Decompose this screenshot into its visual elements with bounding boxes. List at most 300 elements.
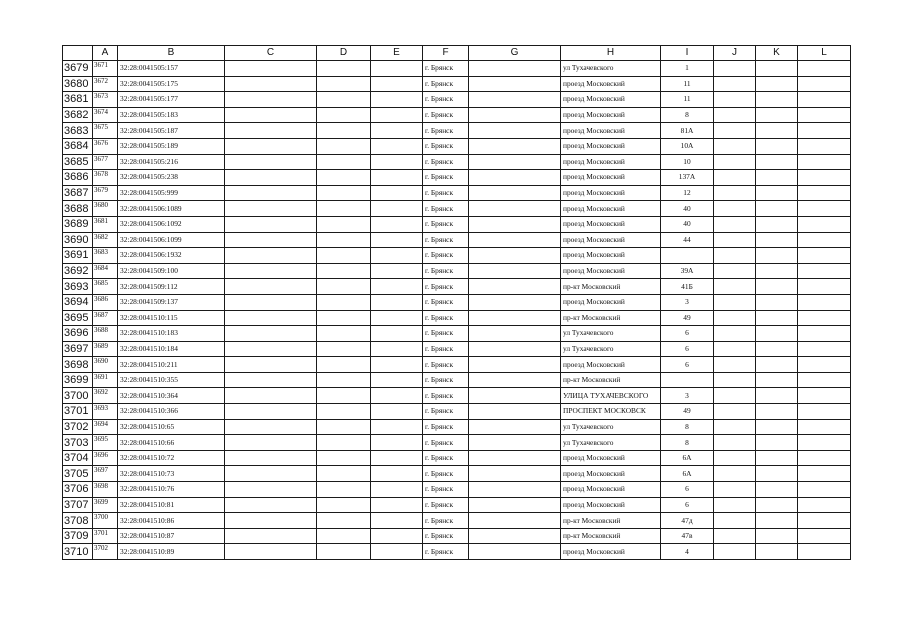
cell-j[interactable] bbox=[714, 92, 756, 108]
cell-d[interactable] bbox=[317, 170, 371, 186]
cell-d[interactable] bbox=[317, 544, 371, 560]
cell-b[interactable]: 32:28:0041509:112 bbox=[118, 279, 225, 295]
cell-c[interactable] bbox=[225, 388, 317, 404]
row-number[interactable]: 3696 bbox=[63, 326, 93, 342]
cell-g[interactable] bbox=[469, 185, 561, 201]
column-header-c[interactable]: C bbox=[225, 46, 317, 61]
cell-c[interactable] bbox=[225, 544, 317, 560]
cell-i[interactable]: 137А bbox=[661, 170, 714, 186]
cell-f[interactable]: г. Брянск bbox=[423, 294, 469, 310]
cell-f[interactable]: г. Брянск bbox=[423, 185, 469, 201]
cell-j[interactable] bbox=[714, 123, 756, 139]
row-number[interactable]: 3693 bbox=[63, 279, 93, 295]
cell-b[interactable]: 32:28:0041509:137 bbox=[118, 294, 225, 310]
cell-h[interactable]: проезд Московский bbox=[561, 154, 661, 170]
cell-c[interactable] bbox=[225, 216, 317, 232]
cell-i[interactable]: 6 bbox=[661, 326, 714, 342]
cell-h[interactable]: проезд Московский bbox=[561, 466, 661, 482]
cell-c[interactable] bbox=[225, 76, 317, 92]
cell-l[interactable] bbox=[798, 201, 851, 217]
cell-d[interactable] bbox=[317, 92, 371, 108]
cell-l[interactable] bbox=[798, 61, 851, 77]
cell-k[interactable] bbox=[756, 513, 798, 529]
cell-b[interactable]: 32:28:0041510:355 bbox=[118, 372, 225, 388]
cell-g[interactable] bbox=[469, 513, 561, 529]
cell-j[interactable] bbox=[714, 279, 756, 295]
cell-i[interactable]: 3 bbox=[661, 294, 714, 310]
cell-f[interactable]: г. Брянск bbox=[423, 263, 469, 279]
cell-i[interactable]: 81А bbox=[661, 123, 714, 139]
cell-j[interactable] bbox=[714, 185, 756, 201]
cell-f[interactable]: г. Брянск bbox=[423, 513, 469, 529]
cell-l[interactable] bbox=[798, 107, 851, 123]
row-number[interactable]: 3688 bbox=[63, 201, 93, 217]
cell-a[interactable]: 3696 bbox=[93, 450, 118, 466]
cell-e[interactable] bbox=[371, 435, 423, 451]
column-header-l[interactable]: L bbox=[798, 46, 851, 61]
cell-j[interactable] bbox=[714, 170, 756, 186]
cell-l[interactable] bbox=[798, 528, 851, 544]
cell-f[interactable]: г. Брянск bbox=[423, 107, 469, 123]
column-header-j[interactable]: J bbox=[714, 46, 756, 61]
cell-h[interactable]: проезд Московский bbox=[561, 185, 661, 201]
cell-e[interactable] bbox=[371, 497, 423, 513]
cell-d[interactable] bbox=[317, 154, 371, 170]
cell-d[interactable] bbox=[317, 76, 371, 92]
cell-g[interactable] bbox=[469, 263, 561, 279]
cell-d[interactable] bbox=[317, 326, 371, 342]
cell-c[interactable] bbox=[225, 341, 317, 357]
cell-j[interactable] bbox=[714, 248, 756, 264]
cell-b[interactable]: 32:28:0041510:86 bbox=[118, 513, 225, 529]
cell-d[interactable] bbox=[317, 497, 371, 513]
cell-e[interactable] bbox=[371, 357, 423, 373]
cell-e[interactable] bbox=[371, 450, 423, 466]
cell-h[interactable]: УЛИЦА ТУХАЧЕВСКОГО bbox=[561, 388, 661, 404]
cell-e[interactable] bbox=[371, 185, 423, 201]
cell-j[interactable] bbox=[714, 372, 756, 388]
cell-l[interactable] bbox=[798, 544, 851, 560]
cell-h[interactable]: пр-кт Московский bbox=[561, 513, 661, 529]
cell-l[interactable] bbox=[798, 248, 851, 264]
cell-b[interactable]: 32:28:0041510:81 bbox=[118, 497, 225, 513]
cell-i[interactable]: 11 bbox=[661, 76, 714, 92]
cell-h[interactable]: проезд Московский bbox=[561, 248, 661, 264]
cell-j[interactable] bbox=[714, 388, 756, 404]
cell-l[interactable] bbox=[798, 232, 851, 248]
cell-j[interactable] bbox=[714, 61, 756, 77]
cell-f[interactable]: г. Брянск bbox=[423, 248, 469, 264]
cell-g[interactable] bbox=[469, 107, 561, 123]
cell-g[interactable] bbox=[469, 482, 561, 498]
cell-k[interactable] bbox=[756, 528, 798, 544]
cell-k[interactable] bbox=[756, 154, 798, 170]
cell-l[interactable] bbox=[798, 138, 851, 154]
cell-g[interactable] bbox=[469, 466, 561, 482]
cell-i[interactable]: 12 bbox=[661, 185, 714, 201]
column-header-d[interactable]: D bbox=[317, 46, 371, 61]
cell-i[interactable]: 40 bbox=[661, 201, 714, 217]
cell-k[interactable] bbox=[756, 450, 798, 466]
cell-e[interactable] bbox=[371, 170, 423, 186]
cell-a[interactable]: 3690 bbox=[93, 357, 118, 373]
cell-c[interactable] bbox=[225, 170, 317, 186]
cell-h[interactable]: проезд Московский bbox=[561, 450, 661, 466]
row-number[interactable]: 3701 bbox=[63, 404, 93, 420]
cell-g[interactable] bbox=[469, 497, 561, 513]
cell-b[interactable]: 32:28:0041510:89 bbox=[118, 544, 225, 560]
cell-j[interactable] bbox=[714, 466, 756, 482]
cell-k[interactable] bbox=[756, 372, 798, 388]
cell-h[interactable]: проезд Московский bbox=[561, 107, 661, 123]
cell-a[interactable]: 3693 bbox=[93, 404, 118, 420]
cell-a[interactable]: 3673 bbox=[93, 92, 118, 108]
cell-h[interactable]: проезд Московский bbox=[561, 544, 661, 560]
row-number[interactable]: 3695 bbox=[63, 310, 93, 326]
column-header-e[interactable]: E bbox=[371, 46, 423, 61]
cell-j[interactable] bbox=[714, 154, 756, 170]
cell-b[interactable]: 32:28:0041510:72 bbox=[118, 450, 225, 466]
cell-i[interactable]: 47в bbox=[661, 528, 714, 544]
cell-d[interactable] bbox=[317, 123, 371, 139]
row-number[interactable]: 3691 bbox=[63, 248, 93, 264]
cell-f[interactable]: г. Брянск bbox=[423, 154, 469, 170]
cell-c[interactable] bbox=[225, 248, 317, 264]
cell-k[interactable] bbox=[756, 92, 798, 108]
cell-d[interactable] bbox=[317, 513, 371, 529]
cell-f[interactable]: г. Брянск bbox=[423, 435, 469, 451]
cell-h[interactable]: проезд Московский bbox=[561, 76, 661, 92]
cell-i[interactable]: 40 bbox=[661, 216, 714, 232]
cell-b[interactable]: 32:28:0041506:1092 bbox=[118, 216, 225, 232]
row-number[interactable]: 3707 bbox=[63, 497, 93, 513]
cell-h[interactable]: пр-кт Московский bbox=[561, 279, 661, 295]
cell-f[interactable]: г. Брянск bbox=[423, 404, 469, 420]
cell-i[interactable]: 8 bbox=[661, 107, 714, 123]
cell-a[interactable]: 3675 bbox=[93, 123, 118, 139]
cell-h[interactable]: проезд Московский bbox=[561, 123, 661, 139]
cell-b[interactable]: 32:28:0041509:100 bbox=[118, 263, 225, 279]
row-number[interactable]: 3679 bbox=[63, 61, 93, 77]
cell-j[interactable] bbox=[714, 513, 756, 529]
cell-d[interactable] bbox=[317, 279, 371, 295]
cell-l[interactable] bbox=[798, 326, 851, 342]
cell-l[interactable] bbox=[798, 466, 851, 482]
cell-k[interactable] bbox=[756, 357, 798, 373]
cell-b[interactable]: 32:28:0041505:216 bbox=[118, 154, 225, 170]
cell-f[interactable]: г. Брянск bbox=[423, 482, 469, 498]
cell-l[interactable] bbox=[798, 310, 851, 326]
cell-e[interactable] bbox=[371, 279, 423, 295]
cell-j[interactable] bbox=[714, 435, 756, 451]
cell-a[interactable]: 3691 bbox=[93, 372, 118, 388]
cell-l[interactable] bbox=[798, 341, 851, 357]
cell-g[interactable] bbox=[469, 294, 561, 310]
cell-f[interactable]: г. Брянск bbox=[423, 544, 469, 560]
cell-i[interactable]: 6 bbox=[661, 482, 714, 498]
cell-d[interactable] bbox=[317, 310, 371, 326]
cell-j[interactable] bbox=[714, 138, 756, 154]
row-number[interactable]: 3709 bbox=[63, 528, 93, 544]
cell-a[interactable]: 3676 bbox=[93, 138, 118, 154]
cell-d[interactable] bbox=[317, 294, 371, 310]
cell-e[interactable] bbox=[371, 341, 423, 357]
cell-g[interactable] bbox=[469, 170, 561, 186]
cell-c[interactable] bbox=[225, 154, 317, 170]
cell-b[interactable]: 32:28:0041505:187 bbox=[118, 123, 225, 139]
cell-k[interactable] bbox=[756, 123, 798, 139]
cell-i[interactable]: 3 bbox=[661, 388, 714, 404]
cell-c[interactable] bbox=[225, 450, 317, 466]
cell-k[interactable] bbox=[756, 107, 798, 123]
cell-l[interactable] bbox=[798, 76, 851, 92]
cell-a[interactable]: 3697 bbox=[93, 466, 118, 482]
cell-k[interactable] bbox=[756, 497, 798, 513]
cell-b[interactable]: 32:28:0041505:238 bbox=[118, 170, 225, 186]
cell-d[interactable] bbox=[317, 138, 371, 154]
cell-g[interactable] bbox=[469, 248, 561, 264]
cell-c[interactable] bbox=[225, 232, 317, 248]
column-header-h[interactable]: H bbox=[561, 46, 661, 61]
cell-f[interactable]: г. Брянск bbox=[423, 372, 469, 388]
cell-j[interactable] bbox=[714, 404, 756, 420]
cell-k[interactable] bbox=[756, 388, 798, 404]
cell-k[interactable] bbox=[756, 279, 798, 295]
cell-i[interactable]: 47д bbox=[661, 513, 714, 529]
cell-e[interactable] bbox=[371, 76, 423, 92]
cell-h[interactable]: проезд Московский bbox=[561, 232, 661, 248]
cell-f[interactable]: г. Брянск bbox=[423, 528, 469, 544]
cell-a[interactable]: 3686 bbox=[93, 294, 118, 310]
cell-a[interactable]: 3699 bbox=[93, 497, 118, 513]
cell-b[interactable]: 32:28:0041506:1932 bbox=[118, 248, 225, 264]
cell-g[interactable] bbox=[469, 388, 561, 404]
cell-f[interactable]: г. Брянск bbox=[423, 497, 469, 513]
cell-i[interactable]: 44 bbox=[661, 232, 714, 248]
cell-b[interactable]: 32:28:0041510:115 bbox=[118, 310, 225, 326]
cell-c[interactable] bbox=[225, 185, 317, 201]
row-number[interactable]: 3685 bbox=[63, 154, 93, 170]
cell-k[interactable] bbox=[756, 466, 798, 482]
cell-c[interactable] bbox=[225, 138, 317, 154]
cell-c[interactable] bbox=[225, 279, 317, 295]
cell-a[interactable]: 3674 bbox=[93, 107, 118, 123]
cell-d[interactable] bbox=[317, 372, 371, 388]
cell-f[interactable]: г. Брянск bbox=[423, 92, 469, 108]
cell-d[interactable] bbox=[317, 232, 371, 248]
cell-l[interactable] bbox=[798, 372, 851, 388]
cell-b[interactable]: 32:28:0041510:364 bbox=[118, 388, 225, 404]
column-header-f[interactable]: F bbox=[423, 46, 469, 61]
cell-b[interactable]: 32:28:0041505:183 bbox=[118, 107, 225, 123]
cell-j[interactable] bbox=[714, 450, 756, 466]
cell-l[interactable] bbox=[798, 450, 851, 466]
cell-c[interactable] bbox=[225, 123, 317, 139]
cell-g[interactable] bbox=[469, 357, 561, 373]
cell-j[interactable] bbox=[714, 341, 756, 357]
cell-b[interactable]: 32:28:0041510:211 bbox=[118, 357, 225, 373]
cell-d[interactable] bbox=[317, 528, 371, 544]
cell-h[interactable]: ул Тухачевского bbox=[561, 341, 661, 357]
cell-d[interactable] bbox=[317, 107, 371, 123]
cell-j[interactable] bbox=[714, 482, 756, 498]
cell-k[interactable] bbox=[756, 76, 798, 92]
cell-e[interactable] bbox=[371, 201, 423, 217]
cell-e[interactable] bbox=[371, 388, 423, 404]
cell-b[interactable]: 32:28:0041510:76 bbox=[118, 482, 225, 498]
cell-f[interactable]: г. Брянск bbox=[423, 341, 469, 357]
cell-k[interactable] bbox=[756, 138, 798, 154]
cell-h[interactable]: проезд Московский bbox=[561, 138, 661, 154]
cell-f[interactable]: г. Брянск bbox=[423, 216, 469, 232]
cell-i[interactable] bbox=[661, 372, 714, 388]
cell-e[interactable] bbox=[371, 544, 423, 560]
cell-i[interactable]: 8 bbox=[661, 435, 714, 451]
cell-l[interactable] bbox=[798, 419, 851, 435]
cell-c[interactable] bbox=[225, 201, 317, 217]
row-number[interactable]: 3700 bbox=[63, 388, 93, 404]
cell-f[interactable]: г. Брянск bbox=[423, 138, 469, 154]
row-number[interactable]: 3698 bbox=[63, 357, 93, 373]
cell-e[interactable] bbox=[371, 107, 423, 123]
cell-l[interactable] bbox=[798, 357, 851, 373]
cell-c[interactable] bbox=[225, 294, 317, 310]
row-number[interactable]: 3708 bbox=[63, 513, 93, 529]
cell-h[interactable]: проезд Московский bbox=[561, 216, 661, 232]
cell-h[interactable]: ул Тухачевского bbox=[561, 435, 661, 451]
cell-a[interactable]: 3682 bbox=[93, 232, 118, 248]
cell-e[interactable] bbox=[371, 294, 423, 310]
cell-g[interactable] bbox=[469, 232, 561, 248]
cell-d[interactable] bbox=[317, 435, 371, 451]
cell-h[interactable]: пр-кт Московский bbox=[561, 310, 661, 326]
cell-g[interactable] bbox=[469, 154, 561, 170]
cell-g[interactable] bbox=[469, 341, 561, 357]
cell-c[interactable] bbox=[225, 528, 317, 544]
cell-i[interactable]: 4 bbox=[661, 544, 714, 560]
cell-h[interactable]: ул Тухачевского bbox=[561, 326, 661, 342]
cell-d[interactable] bbox=[317, 419, 371, 435]
cell-k[interactable] bbox=[756, 419, 798, 435]
row-number[interactable]: 3699 bbox=[63, 372, 93, 388]
cell-a[interactable]: 3700 bbox=[93, 513, 118, 529]
cell-g[interactable] bbox=[469, 138, 561, 154]
cell-h[interactable]: проезд Московский bbox=[561, 294, 661, 310]
cell-e[interactable] bbox=[371, 419, 423, 435]
cell-c[interactable] bbox=[225, 92, 317, 108]
cell-j[interactable] bbox=[714, 326, 756, 342]
cell-k[interactable] bbox=[756, 263, 798, 279]
cell-a[interactable]: 3683 bbox=[93, 248, 118, 264]
cell-b[interactable]: 32:28:0041510:65 bbox=[118, 419, 225, 435]
cell-a[interactable]: 3695 bbox=[93, 435, 118, 451]
cell-k[interactable] bbox=[756, 341, 798, 357]
cell-f[interactable]: г. Брянск bbox=[423, 357, 469, 373]
row-number[interactable]: 3682 bbox=[63, 107, 93, 123]
cell-e[interactable] bbox=[371, 263, 423, 279]
cell-h[interactable]: пр-кт Московский bbox=[561, 372, 661, 388]
cell-c[interactable] bbox=[225, 435, 317, 451]
row-number[interactable]: 3687 bbox=[63, 185, 93, 201]
cell-g[interactable] bbox=[469, 201, 561, 217]
cell-b[interactable]: 32:28:0041505:999 bbox=[118, 185, 225, 201]
cell-l[interactable] bbox=[798, 388, 851, 404]
column-header-b[interactable]: B bbox=[118, 46, 225, 61]
cell-i[interactable]: 6 bbox=[661, 341, 714, 357]
cell-a[interactable]: 3684 bbox=[93, 263, 118, 279]
cell-d[interactable] bbox=[317, 61, 371, 77]
cell-f[interactable]: г. Брянск bbox=[423, 123, 469, 139]
cell-j[interactable] bbox=[714, 310, 756, 326]
cell-k[interactable] bbox=[756, 310, 798, 326]
cell-i[interactable]: 6 bbox=[661, 357, 714, 373]
cell-a[interactable]: 3677 bbox=[93, 154, 118, 170]
cell-l[interactable] bbox=[798, 170, 851, 186]
cell-d[interactable] bbox=[317, 466, 371, 482]
cell-b[interactable]: 32:28:0041506:1099 bbox=[118, 232, 225, 248]
cell-k[interactable] bbox=[756, 435, 798, 451]
cell-g[interactable] bbox=[469, 544, 561, 560]
cell-e[interactable] bbox=[371, 513, 423, 529]
cell-g[interactable] bbox=[469, 404, 561, 420]
row-number[interactable]: 3689 bbox=[63, 216, 93, 232]
cell-h[interactable]: проезд Московский bbox=[561, 357, 661, 373]
cell-l[interactable] bbox=[798, 513, 851, 529]
cell-f[interactable]: г. Брянск bbox=[423, 466, 469, 482]
cell-k[interactable] bbox=[756, 170, 798, 186]
cell-f[interactable]: г. Брянск bbox=[423, 388, 469, 404]
cell-j[interactable] bbox=[714, 216, 756, 232]
cell-e[interactable] bbox=[371, 466, 423, 482]
cell-k[interactable] bbox=[756, 232, 798, 248]
cell-c[interactable] bbox=[225, 419, 317, 435]
cell-a[interactable]: 3680 bbox=[93, 201, 118, 217]
cell-k[interactable] bbox=[756, 544, 798, 560]
cell-i[interactable]: 6 bbox=[661, 497, 714, 513]
cell-g[interactable] bbox=[469, 450, 561, 466]
cell-a[interactable]: 3681 bbox=[93, 216, 118, 232]
cell-i[interactable]: 41Б bbox=[661, 279, 714, 295]
cell-i[interactable] bbox=[661, 248, 714, 264]
cell-f[interactable]: г. Брянск bbox=[423, 310, 469, 326]
cell-a[interactable]: 3671 bbox=[93, 61, 118, 77]
row-number[interactable]: 3690 bbox=[63, 232, 93, 248]
cell-h[interactable]: проезд Московский bbox=[561, 201, 661, 217]
cell-b[interactable]: 32:28:0041505:189 bbox=[118, 138, 225, 154]
cell-a[interactable]: 3698 bbox=[93, 482, 118, 498]
cell-j[interactable] bbox=[714, 544, 756, 560]
cell-b[interactable]: 32:28:0041505:175 bbox=[118, 76, 225, 92]
cell-i[interactable]: 49 bbox=[661, 404, 714, 420]
cell-l[interactable] bbox=[798, 123, 851, 139]
cell-c[interactable] bbox=[225, 497, 317, 513]
cell-c[interactable] bbox=[225, 372, 317, 388]
cell-j[interactable] bbox=[714, 528, 756, 544]
cell-i[interactable]: 10 bbox=[661, 154, 714, 170]
cell-j[interactable] bbox=[714, 497, 756, 513]
cell-b[interactable]: 32:28:0041510:184 bbox=[118, 341, 225, 357]
cell-c[interactable] bbox=[225, 263, 317, 279]
cell-a[interactable]: 3678 bbox=[93, 170, 118, 186]
cell-h[interactable]: проезд Московский bbox=[561, 482, 661, 498]
cell-j[interactable] bbox=[714, 201, 756, 217]
cell-e[interactable] bbox=[371, 232, 423, 248]
cell-k[interactable] bbox=[756, 216, 798, 232]
cell-c[interactable] bbox=[225, 61, 317, 77]
cell-l[interactable] bbox=[798, 435, 851, 451]
cell-c[interactable] bbox=[225, 482, 317, 498]
cell-d[interactable] bbox=[317, 216, 371, 232]
